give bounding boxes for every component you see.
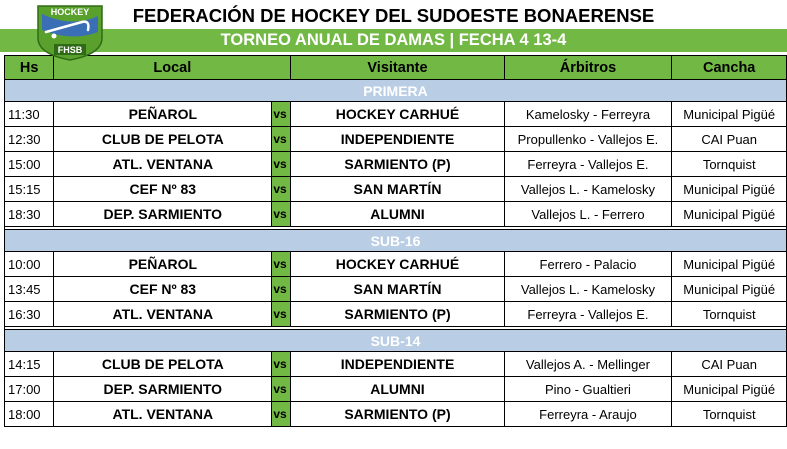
home-team: ATL. VENTANA [54, 402, 272, 427]
header [0, 0, 787, 55]
fhsb-logo [32, 2, 108, 62]
home-team: PEÑAROL [54, 252, 272, 277]
home-team: DEP. SARMIENTO [54, 202, 272, 227]
match-row [5, 152, 787, 177]
away-team: ALUMNI [291, 377, 504, 402]
vs-label: vs [272, 102, 291, 127]
field: Municipal Pigüé [672, 177, 787, 202]
column-header-cancha: Cancha [672, 56, 787, 80]
referees: Ferreyra - Vallejos E. [504, 302, 672, 327]
referees: Ferreyra - Vallejos E. [504, 152, 672, 177]
away-team: HOCKEY CARHUÉ [291, 102, 504, 127]
home-team: PEÑAROL [54, 102, 272, 127]
match-time: 10:00 [5, 252, 54, 277]
home-team: CLUB DE PELOTA [54, 352, 272, 377]
away-team: INDEPENDIENTE [291, 352, 504, 377]
referees: Pino - Gualtieri [504, 377, 672, 402]
vs-label: vs [272, 177, 291, 202]
vs-label: vs [272, 352, 291, 377]
referees: Ferreyra - Araujo [504, 402, 672, 427]
fixture-table [4, 55, 787, 427]
match-row [5, 377, 787, 402]
field: Tornquist [672, 152, 787, 177]
field: Municipal Pigüé [672, 252, 787, 277]
home-team: CEF Nº 83 [54, 277, 272, 302]
vs-label: vs [272, 302, 291, 327]
match-row [5, 177, 787, 202]
home-team: CLUB DE PELOTA [54, 127, 272, 152]
away-team: SARMIENTO (P) [291, 402, 504, 427]
referees: Kamelosky - Ferreyra [504, 102, 672, 127]
page-title: FEDERACIÓN DE HOCKEY DEL SUDOESTE BONAERENSE [132, 5, 655, 26]
home-team: ATL. VENTANA [54, 152, 272, 177]
match-row [5, 302, 787, 327]
match-row [5, 127, 787, 152]
vs-label: vs [272, 127, 291, 152]
referees: Vallejos L. - Kamelosky [504, 177, 672, 202]
match-row [5, 352, 787, 377]
match-time: 18:30 [5, 202, 54, 227]
match-row [5, 252, 787, 277]
match-row [5, 102, 787, 127]
vs-label: vs [272, 402, 291, 427]
section-title-primera: PRIMERA [5, 80, 787, 102]
logo-text-bottom: FHSB [57, 45, 83, 55]
home-team: CEF Nº 83 [54, 177, 272, 202]
match-row [5, 202, 787, 227]
match-row [5, 402, 787, 427]
field: Municipal Pigüé [672, 202, 787, 227]
field: Municipal Pigüé [672, 102, 787, 127]
vs-label: vs [272, 252, 291, 277]
vs-label: vs [272, 277, 291, 302]
match-time: 18:00 [5, 402, 54, 427]
away-team: INDEPENDIENTE [291, 127, 504, 152]
referees: Propullenko - Vallejos E. [504, 127, 672, 152]
vs-label: vs [272, 152, 291, 177]
field: Tornquist [672, 302, 787, 327]
away-team: HOCKEY CARHUÉ [291, 252, 504, 277]
vs-label: vs [272, 202, 291, 227]
match-time: 11:30 [5, 102, 54, 127]
section-title-sub-16: SUB-16 [5, 230, 787, 252]
column-header-local: Local [54, 56, 291, 80]
match-time: 17:00 [5, 377, 54, 402]
away-team: SARMIENTO (P) [291, 152, 504, 177]
column-header-arbitros: Árbitros [504, 56, 672, 80]
match-time: 12:30 [5, 127, 54, 152]
home-team: ATL. VENTANA [54, 302, 272, 327]
match-time: 15:00 [5, 152, 54, 177]
column-header-hs: Hs [5, 56, 54, 80]
away-team: ALUMNI [291, 202, 504, 227]
column-header-visitante: Visitante [291, 56, 504, 80]
field: Tornquist [672, 402, 787, 427]
away-team: SARMIENTO (P) [291, 302, 504, 327]
section-title-sub-14: SUB-14 [5, 330, 787, 352]
referees: Vallejos A. - Mellinger [504, 352, 672, 377]
field: CAI Puan [672, 352, 787, 377]
subtitle-bar [0, 29, 787, 52]
home-team: DEP. SARMIENTO [54, 377, 272, 402]
referees: Vallejos L. - Kamelosky [504, 277, 672, 302]
match-time: 13:45 [5, 277, 54, 302]
field: Municipal Pigüé [672, 277, 787, 302]
referees: Ferrero - Palacio [504, 252, 672, 277]
match-time: 14:15 [5, 352, 54, 377]
page-subtitle: TORNEO ANUAL DE DAMAS | FECHA 4 13-4 [220, 31, 567, 49]
match-time: 16:30 [5, 302, 54, 327]
match-row [5, 277, 787, 302]
logo-text-top: HOCKEY [50, 7, 90, 17]
referees: Vallejos L. - Ferrero [504, 202, 672, 227]
away-team: SAN MARTÍN [291, 277, 504, 302]
column-header-row [5, 56, 787, 80]
vs-label: vs [272, 377, 291, 402]
match-time: 15:15 [5, 177, 54, 202]
field: CAI Puan [672, 127, 787, 152]
field: Municipal Pigüé [672, 377, 787, 402]
away-team: SAN MARTÍN [291, 177, 504, 202]
